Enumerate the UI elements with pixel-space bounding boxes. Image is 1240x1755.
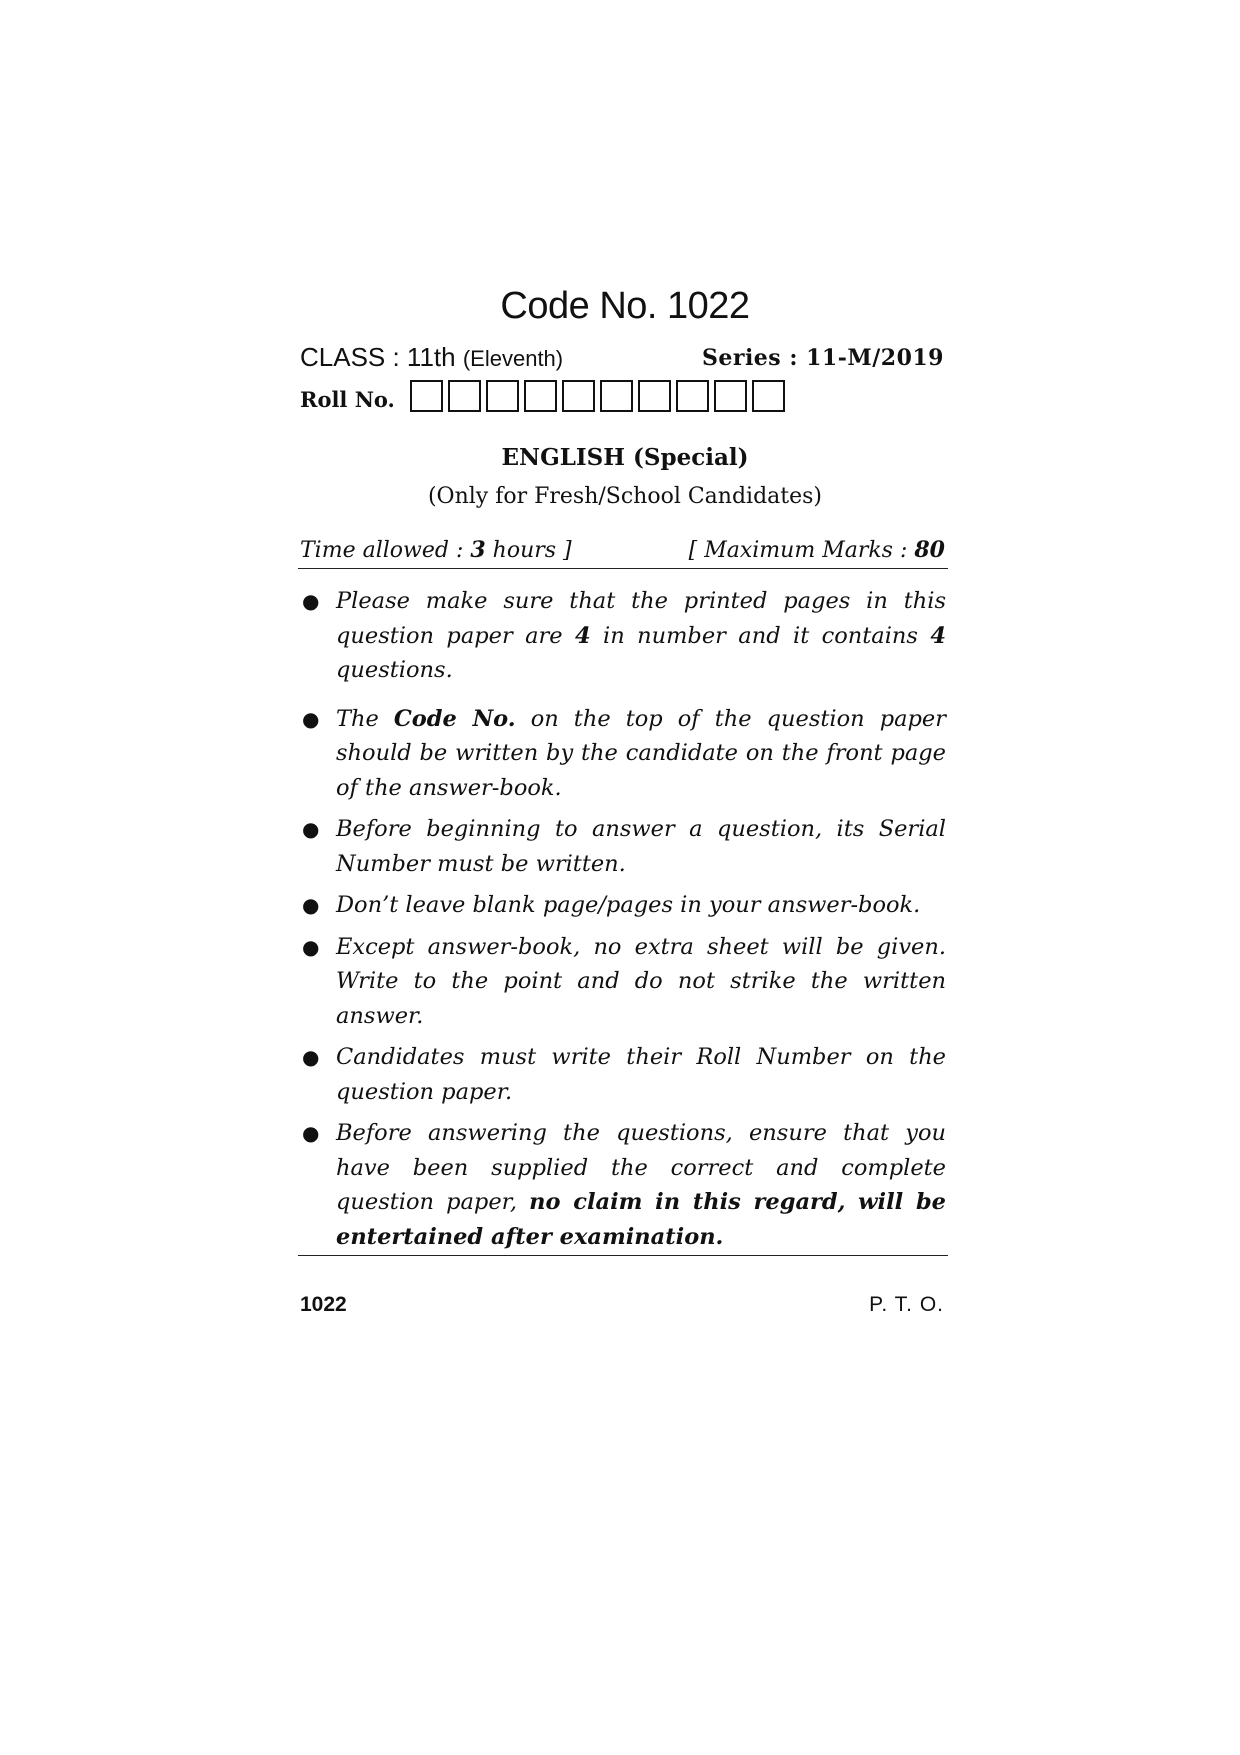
time-marks-row bbox=[300, 537, 945, 563]
bullet-icon: ● bbox=[302, 1121, 320, 1145]
bullet-icon: ● bbox=[302, 934, 320, 959]
roll-number-box bbox=[486, 380, 519, 412]
bullet-icon: ● bbox=[302, 1045, 320, 1069]
roll-number-box bbox=[410, 380, 443, 412]
roll-number-box bbox=[638, 380, 671, 412]
instruction-item: ● Except answer-book, no extra sheet will be given. Write to the point and do not strike the written answer. bbox=[298, 930, 946, 1034]
roll-number-box bbox=[676, 380, 709, 412]
subject-title: ENGLISH (Special) bbox=[501, 444, 749, 471]
class-label: CLASS : 11th bbox=[300, 342, 456, 372]
maximum-marks: [ Maximum Marks : 80 bbox=[688, 537, 945, 563]
top-divider bbox=[298, 568, 948, 569]
instruction-item: ● Before answering the questions, ensure that you have been supplied the correct and complete question paper, no claim in this regard, will be entertained after examination. bbox=[298, 1116, 946, 1254]
bullet-icon: ● bbox=[302, 817, 320, 841]
class-word: (Eleventh) bbox=[462, 346, 564, 371]
bullet-icon: ● bbox=[302, 706, 320, 731]
instruction-item: ● Before beginning to answer a question, its Serial Number must be written. bbox=[298, 812, 946, 881]
instruction-item: ● The Code No. on the top of the question paper should be written by the candidate on the front page of the answer-book. bbox=[298, 702, 946, 806]
time-allowed: Time allowed : 3 hours ] bbox=[300, 537, 572, 563]
roll-number-box bbox=[752, 380, 785, 412]
footer-pto: P. T. O. bbox=[869, 1293, 944, 1316]
footer-code: 1022 bbox=[300, 1293, 347, 1316]
roll-number-box bbox=[562, 380, 595, 412]
roll-number-boxes bbox=[410, 380, 790, 414]
bullet-icon: ● bbox=[302, 589, 320, 613]
class-line bbox=[300, 342, 563, 373]
instruction-item: ● Candidates must write their Roll Number on the question paper. bbox=[298, 1040, 946, 1109]
instructions-list bbox=[298, 584, 946, 1254]
instruction-item: ● Please make sure that the printed pages in this question paper are 4 in number and it contains 4 questions. bbox=[298, 584, 946, 688]
bullet-icon: ● bbox=[302, 893, 320, 917]
code-title: Code No. 1022 bbox=[500, 285, 750, 327]
instruction-item: ● Don’t leave blank page/pages in your answer-book. bbox=[298, 888, 946, 923]
roll-number-label: Roll No. bbox=[300, 387, 395, 412]
roll-number-box bbox=[448, 380, 481, 412]
roll-number-box bbox=[524, 380, 557, 412]
candidates-note: (Only for Fresh/School Candidates) bbox=[427, 484, 823, 509]
roll-number-box bbox=[714, 380, 747, 412]
roll-number-box bbox=[600, 380, 633, 412]
series-label: Series : 11-M/2019 bbox=[701, 345, 944, 371]
bottom-divider bbox=[298, 1255, 948, 1256]
